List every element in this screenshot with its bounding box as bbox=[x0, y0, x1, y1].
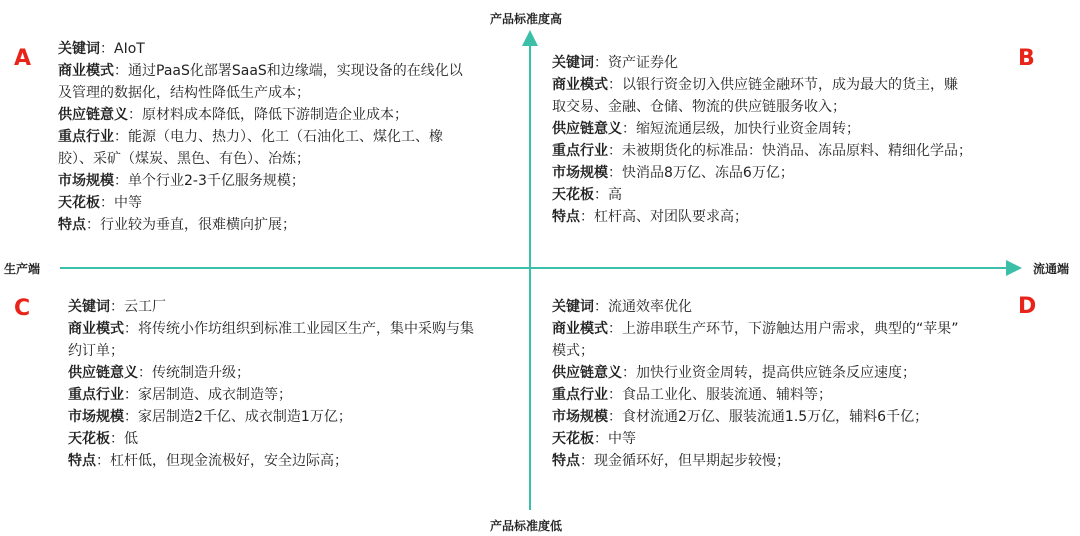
axis-label-right: 流通端 bbox=[1033, 262, 1070, 276]
quadrant-letter-d: D bbox=[1018, 294, 1037, 319]
quadrant-letter-b: B bbox=[1018, 46, 1035, 71]
text-line: 关键词：云工厂 bbox=[68, 299, 166, 315]
text-line: 重点行业：能源（电力、热力）、化工（石油化工、煤化工、橡 bbox=[58, 129, 443, 145]
text-line: 供应链意义：加快行业资金周转，提高供应链条反应速度； bbox=[552, 365, 916, 381]
text-line: 天花板：低 bbox=[68, 431, 138, 447]
text-line: 关键词：AIoT bbox=[58, 41, 145, 57]
text-line: 模式； bbox=[552, 343, 594, 359]
axis-label-bottom: 产品标准度低 bbox=[490, 519, 563, 533]
text-line: 商业模式：以银行资金切入供应链金融环节，成为最大的货主，赚 bbox=[552, 77, 958, 93]
text-line: 市场规模：食材流通2万亿、服装流通1.5万亿，辅料6千亿； bbox=[552, 409, 929, 425]
quadrant-d bbox=[552, 296, 1017, 472]
text-line: 天花板：中等 bbox=[552, 431, 636, 447]
text-line: 市场规模：快消品8万亿、冻品6万亿； bbox=[552, 165, 794, 181]
text-line: 商业模式：上游串联生产环节，下游触达用户需求，典型的“苹果” bbox=[552, 321, 959, 337]
text-line: 特点：杠杆低，但现金流极好，安全边际高； bbox=[68, 453, 348, 469]
text-line: 特点：杠杆高、对团队要求高； bbox=[552, 209, 748, 225]
text-line: 关键词：资产证券化 bbox=[552, 55, 678, 71]
text-line: 天花板：高 bbox=[552, 187, 622, 203]
quadrant-a bbox=[58, 38, 508, 236]
axis-label-top: 产品标准度高 bbox=[490, 12, 563, 26]
text-line: 商业模式：将传统小作坊组织到标准工业园区生产，集中采购与集 bbox=[68, 321, 474, 337]
text-line: 约订单； bbox=[68, 343, 124, 359]
quadrant-letter-a: A bbox=[14, 46, 32, 71]
text-line: 特点：现金循环好，但早期起步较慢； bbox=[552, 453, 790, 469]
axis-label-left: 生产端 bbox=[4, 262, 41, 276]
quadrant-c bbox=[68, 296, 518, 472]
text-line: 供应链意义：传统制造升级； bbox=[68, 365, 250, 381]
text-line: 关键词：流通效率优化 bbox=[552, 299, 692, 315]
text-line: 市场规模：单个行业2-3千亿服务规模； bbox=[58, 173, 305, 189]
quadrant-letter-c: C bbox=[14, 296, 31, 321]
text-line: 重点行业：家居制造、成衣制造等； bbox=[68, 387, 292, 403]
text-line: 供应链意义：原材料成本降低，降低下游制造企业成本； bbox=[58, 107, 408, 123]
text-line: 取交易、金融、仓储、物流的供应链服务收入； bbox=[552, 99, 846, 115]
text-line: 市场规模：家居制造2千亿、成衣制造1万亿； bbox=[68, 409, 352, 425]
text-line: 天花板：中等 bbox=[58, 195, 142, 211]
text-line: 胶）、采矿（煤炭、黑色、有色）、冶炼； bbox=[58, 151, 310, 167]
text-line: 商业模式：通过PaaS化部署SaaS和边缘端，实现设备的在线化以 bbox=[58, 63, 463, 79]
text-line: 及管理的数据化，结构性降低生产成本； bbox=[58, 85, 310, 101]
text-line: 特点：行业较为垂直，很难横向扩展； bbox=[58, 217, 296, 233]
text-line: 重点行业：食品工业化、服装流通、辅料等； bbox=[552, 387, 832, 403]
text-line: 重点行业：未被期货化的标准品：快消品、冻品原料、精细化学品； bbox=[552, 143, 972, 159]
quadrant-b bbox=[552, 52, 1017, 228]
text-line: 供应链意义：缩短流通层级，加快行业资金周转； bbox=[552, 121, 860, 137]
